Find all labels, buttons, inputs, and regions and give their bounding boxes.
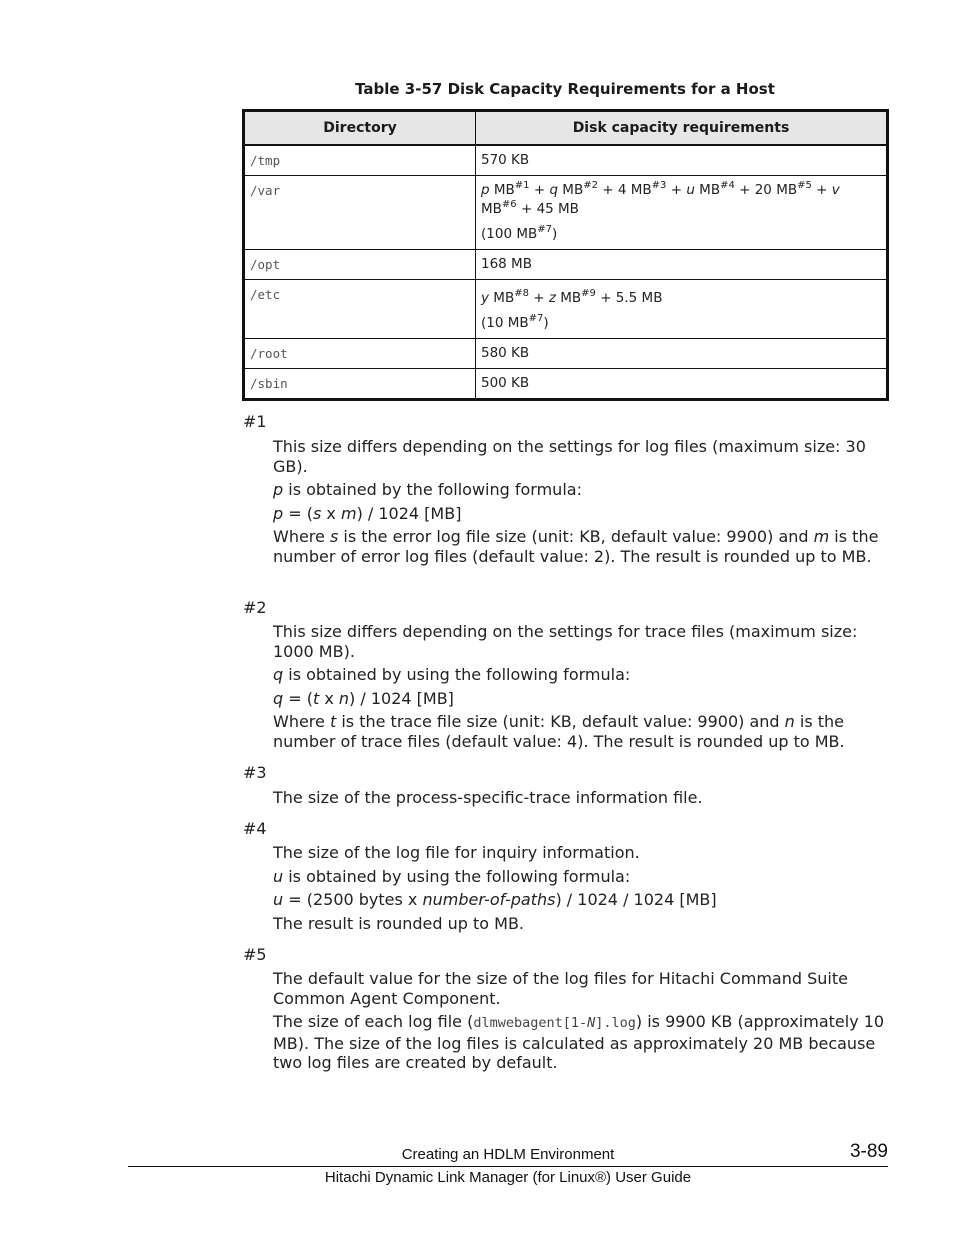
- table-row: [244, 145, 888, 176]
- table-row: [244, 176, 888, 250]
- directory-cell: /sbin: [244, 369, 476, 400]
- directory-cell: /etc: [244, 280, 476, 339]
- table-header-row: [244, 111, 888, 146]
- etc-formula: y $MB^{\#8} + z$ $MB^{\#9} + 5.5$ MB: [481, 288, 663, 306]
- log-file-name: dlmwebagent[1-N].log: [473, 1015, 636, 1031]
- disk-capacity-table: [242, 109, 889, 401]
- note-2-formula-intro: q is obtained by using the following formula:: [273, 665, 631, 684]
- note-4-formula-intro: u is obtained by using the following formula:: [273, 866, 631, 886]
- note-1-line: This size differs depending on the settings for log files (maximum size: 30 GB).: [273, 437, 866, 476]
- requirement-cell: [476, 280, 888, 339]
- requirement-cell: 580 KB: [476, 339, 888, 369]
- var-default: (100 MB$^{\#7}$): [481, 224, 558, 242]
- note-1-where: Where s is the error log file size (unit: KB, default value: 9900) and m is the number of error log files (default value: 2). The result is rounded up to MB.: [273, 527, 879, 566]
- directory-cell: /opt: [244, 250, 476, 280]
- note-2-body: [273, 622, 888, 751]
- note-3-body: [273, 788, 888, 808]
- requirement-cell: 570 KB: [476, 145, 888, 176]
- note-1-tag: #1: [243, 412, 267, 431]
- footer-section-title: Creating an HDLM Environment: [401, 1146, 615, 1163]
- directory-cell: /var: [244, 176, 476, 250]
- note-1-formula-intro: p is obtained by the following formula:: [273, 480, 582, 499]
- table-row: [244, 280, 888, 339]
- note-4-rounding: The result is rounded up to MB.: [273, 913, 524, 933]
- note-2-formula: q = (t x n) / 1024 [MB]: [273, 688, 454, 708]
- footer-divider: [128, 1166, 888, 1167]
- directory-cell: /root: [244, 339, 476, 369]
- note-1-formula: p = (s x m) / 1024 [MB]: [273, 503, 462, 523]
- note-2-where: Where t is the trace file size (unit: KB, default value: 9900) and n is the number of trace files (default value: 4). The result is rounded up to MB.: [273, 712, 845, 751]
- table-row: [244, 339, 888, 369]
- directory-cell: /tmp: [244, 145, 476, 176]
- column-header-requirements: Disk capacity requirements: [476, 111, 888, 146]
- note-4-tag: #4: [243, 819, 267, 838]
- note-4-line: The size of the log file for inquiry information.: [273, 843, 640, 862]
- note-5-line: The default value for the size of the log files for Hitachi Command Suite Common Agent Component.: [273, 969, 848, 1008]
- requirement-cell: [476, 176, 888, 250]
- footer-guide-title: Hitachi Dynamic Link Manager (for Linux®) User Guide: [324, 1169, 692, 1186]
- note-4-body: [273, 843, 888, 933]
- var-formula: p $MB^{\#1} + q$ $MB^{\#2} + 4$ $MB^{\#3} + u$ $MB^{\#4} + 20$ $MB^{\#5} + v$ $MB^{\#6} + 45$ MB: [481, 180, 840, 217]
- etc-default: (10 MB$^{\#7}$): [481, 313, 549, 331]
- note-5-body: [273, 969, 888, 1073]
- note-2-line: This size differs depending on the settings for trace files (maximum size: 1000 MB).: [273, 622, 858, 661]
- note-4-formula: u = (2500 bytes x number-of-paths) / 1024 / 1024 [MB]: [273, 890, 717, 909]
- table-row: [244, 250, 888, 280]
- note-5-file-size: The size of each log file (dlmwebagent[1-N].log) is 9900 KB (approximately 10 MB). The size of the log files is calculated as approximately 20 MB because two log files are created by default.: [273, 1012, 885, 1072]
- note-3-line: The size of the process-specific-trace information file.: [273, 788, 703, 807]
- table-row: [244, 369, 888, 400]
- page-number: 3-89: [849, 1141, 888, 1162]
- note-5-tag: #5: [243, 945, 267, 964]
- note-1-body: [273, 437, 888, 566]
- requirement-cell: 500 KB: [476, 369, 888, 400]
- column-header-directory: Directory: [244, 111, 476, 146]
- requirement-cell: 168 MB: [476, 250, 888, 280]
- note-3-tag: #3: [243, 763, 267, 782]
- note-2-tag: #2: [243, 598, 267, 617]
- table-caption: Table 3-57 Disk Capacity Requirements for a Host: [355, 80, 775, 98]
